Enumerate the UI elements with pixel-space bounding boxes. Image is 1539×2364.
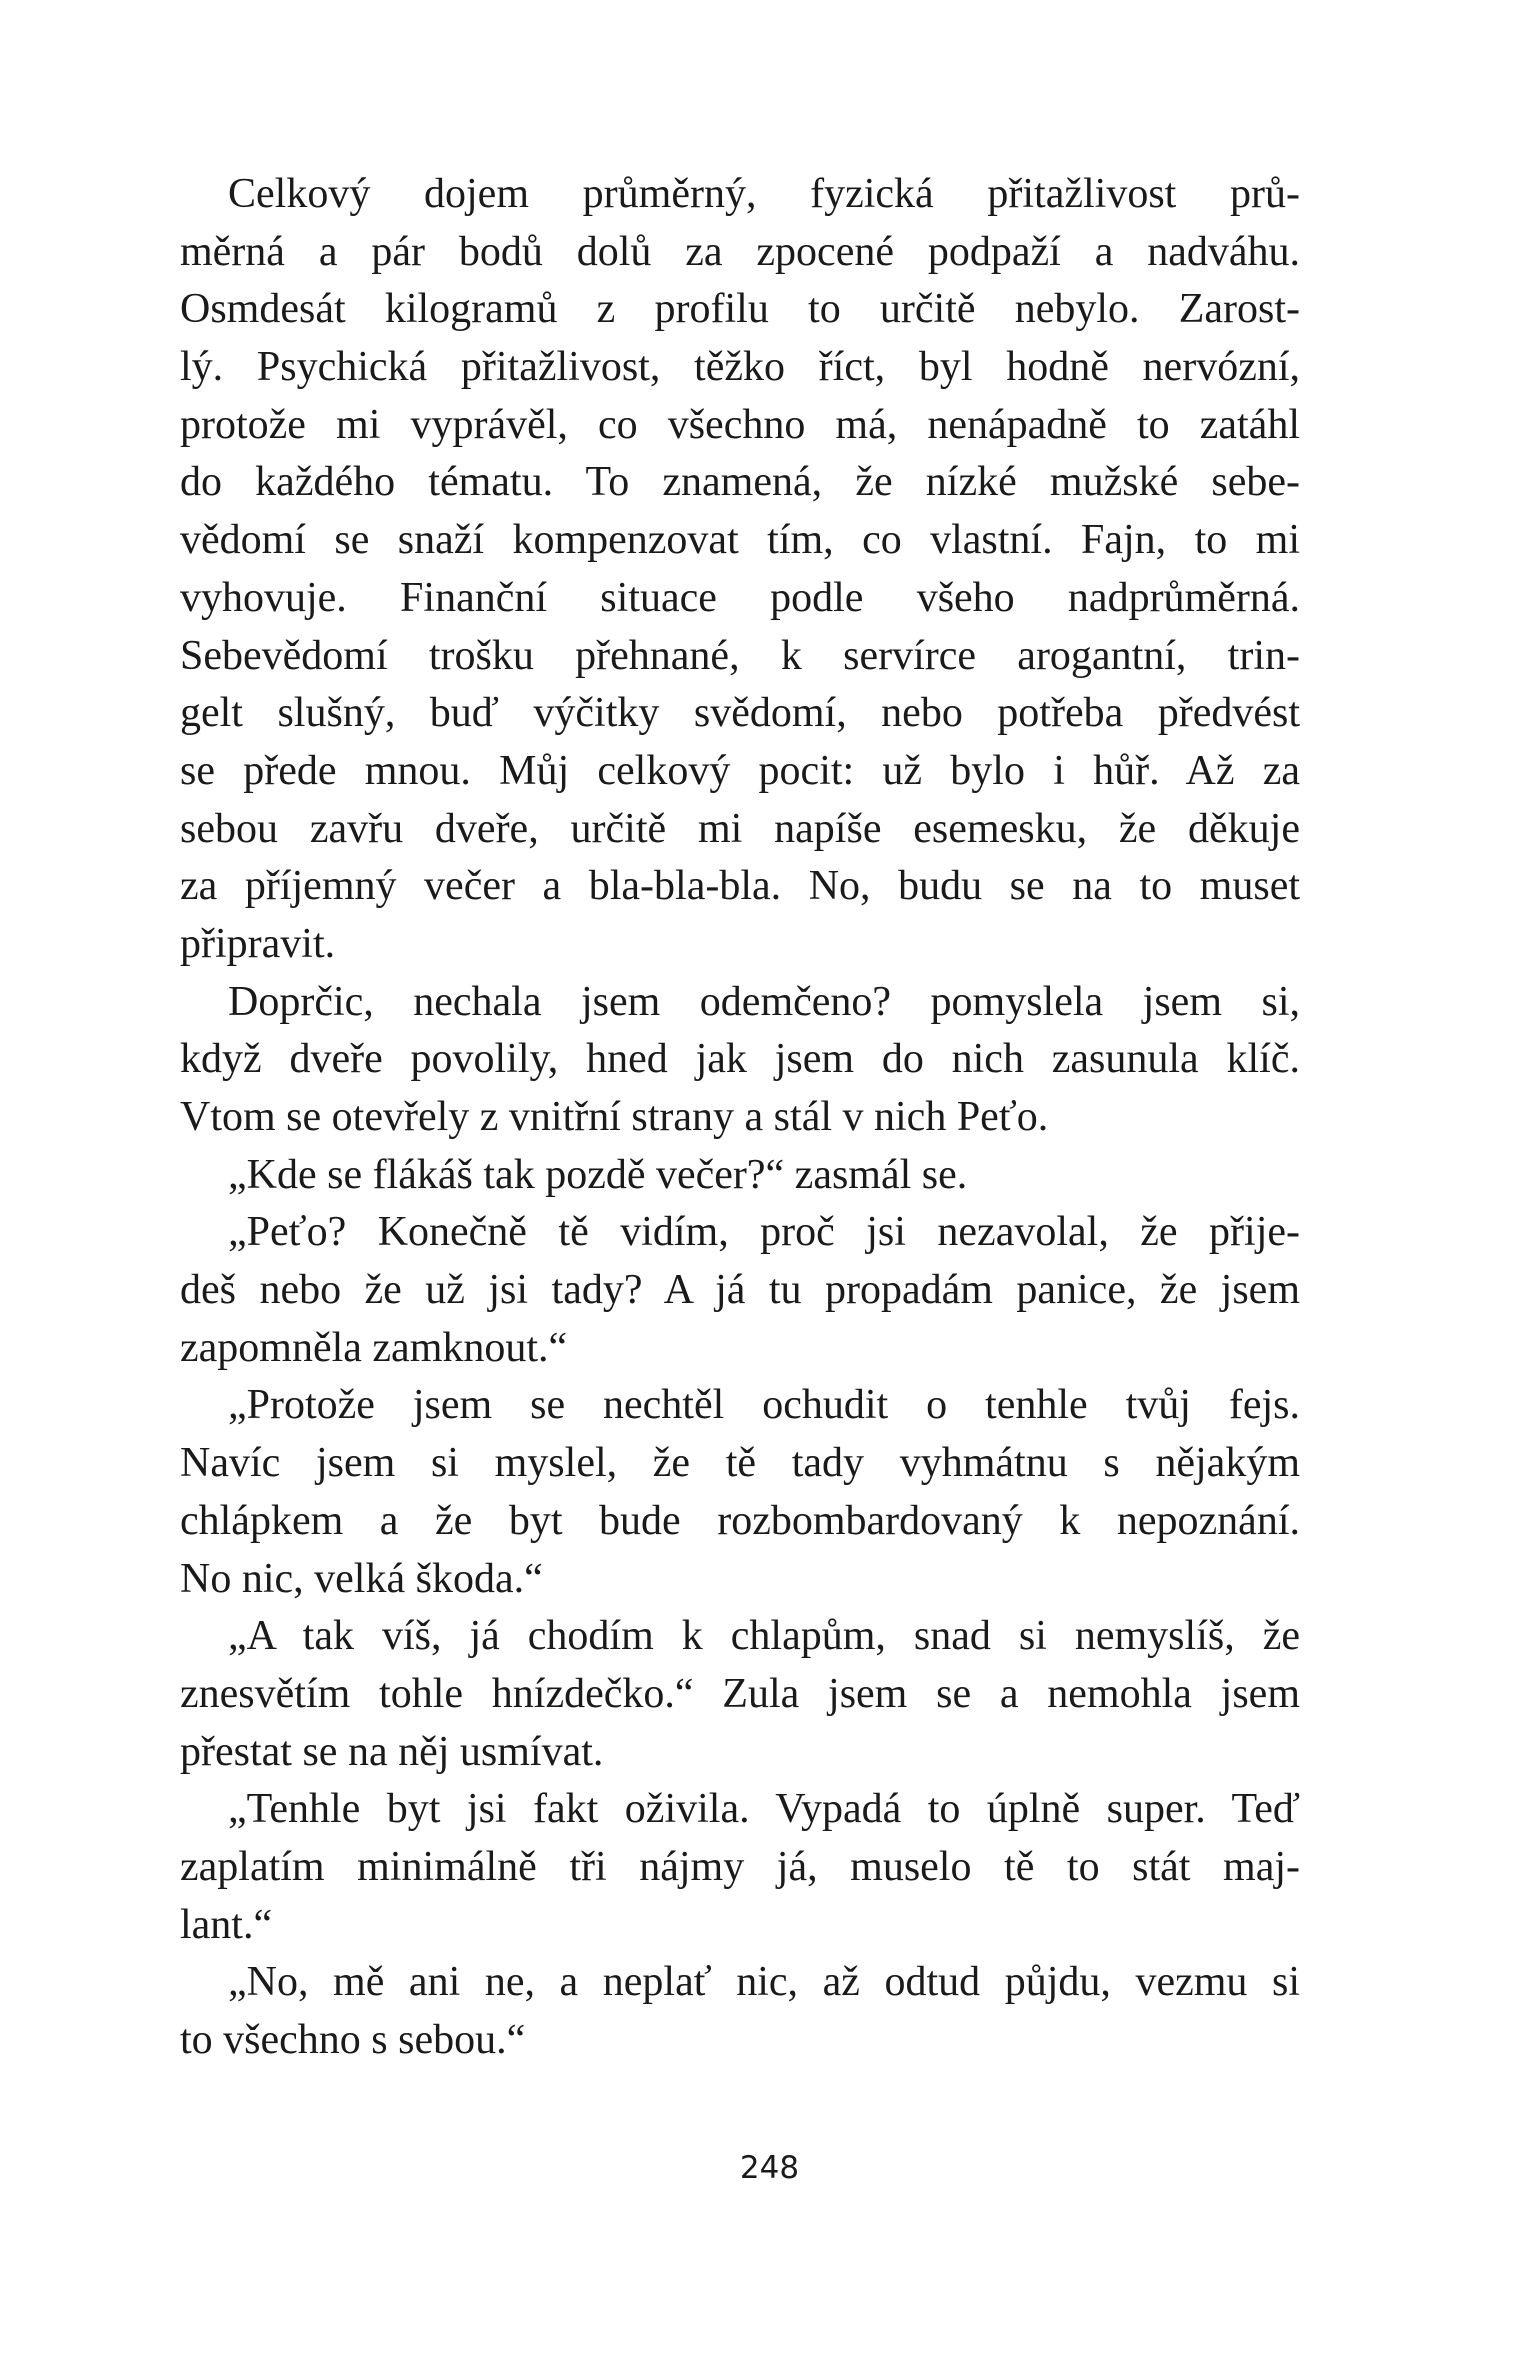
text-line: protože mi vyprávěl, co všechno má, nenápadně to zatáhl xyxy=(180,401,1300,448)
text-line: znesvětím tohle hnízdečko.“ Zula jsem se a nemohla jsem xyxy=(180,1670,1300,1717)
text-line: sebou zavřu dveře, určitě mi napíše esemesku, že děkuje xyxy=(180,805,1300,852)
paragraph xyxy=(180,1954,1300,2069)
text-line: za příjemný večer a bla-bla-bla. No, budu se na to muset xyxy=(180,863,1300,910)
text-line: chlápkem a že byt bude rozbombardovaný k nepoznání. xyxy=(180,1497,1300,1544)
text-line: připravit. xyxy=(180,920,336,967)
text-line: lý. Psychická přitažlivost, těžko říct, byl hodně nervózní, xyxy=(180,344,1300,391)
body-text xyxy=(180,166,1300,2070)
paragraph xyxy=(180,1147,1300,1205)
text-line: No nic, velká škoda.“ xyxy=(180,1555,543,1602)
text-line: Navíc jsem si myslel, že tě tady vyhmátnu s nějakým xyxy=(180,1440,1300,1487)
text-line: to všechno s sebou.“ xyxy=(180,2017,526,2063)
paragraph xyxy=(180,974,1300,1147)
paragraph xyxy=(180,1204,1300,1377)
text-line: „No, mě ani ne, a neplať nic, až odtud půjdu, vezmu si xyxy=(228,1959,1300,2006)
text-line: Celkový dojem průměrný, fyzická přitažlivost prů- xyxy=(228,171,1300,217)
text-line: „A tak víš, já chodím k chlapům, snad si nemyslíš, že xyxy=(228,1613,1300,1660)
text-line: se přede mnou. Můj celkový pocit: už bylo i hůř. Až za xyxy=(180,747,1300,794)
text-line: lant.“ xyxy=(180,1901,273,1948)
text-line: Sebevědomí trošku přehnané, k servírce arogantní, trin- xyxy=(180,632,1300,679)
paragraph xyxy=(180,1781,1300,1954)
text-line: gelt slušný, buď výčitky svědomí, nebo potřeba předvést xyxy=(180,690,1300,737)
text-line: „Kde se flákáš tak pozdě večer?“ zasmál se. xyxy=(228,1151,968,1198)
page-number: 248 xyxy=(739,2150,800,2186)
text-line: měrná a pár bodů dolů za zpocené podpaží a nadváhu. xyxy=(180,228,1300,275)
text-line: vědomí se snaží kompenzovat tím, co vlastní. Fajn, to mi xyxy=(180,517,1300,564)
paragraph xyxy=(180,1377,1300,1608)
text-line: do každého tématu. To znamená, že nízké mužské sebe- xyxy=(180,459,1300,506)
text-line: Doprčic, nechala jsem odemčeno? pomyslela jsem si, xyxy=(228,978,1300,1025)
text-line: Osmdesát kilogramů z profilu to určitě nebylo. Zarost- xyxy=(180,286,1300,333)
paragraph xyxy=(180,1608,1300,1781)
text-line: „Tenhle byt jsi fakt oživila. Vypadá to úplně super. Teď xyxy=(228,1786,1300,1833)
text-line: deš nebo že už jsi tady? A já tu propadám panice, že jsem xyxy=(180,1267,1300,1314)
text-line: zapomněla zamknout.“ xyxy=(180,1324,568,1371)
text-line: když dveře povolily, hned jak jsem do nich zasunula klíč. xyxy=(180,1036,1300,1083)
text-line: Vtom se otevřely z vnitřní strany a stál v nich Peťo. xyxy=(180,1094,1049,1140)
paragraph xyxy=(180,166,1300,974)
text-line: „Protože jsem se nechtěl ochudit o tenhle tvůj fejs. xyxy=(228,1382,1300,1429)
text-line: zaplatím minimálně tři nájmy já, muselo tě to stát maj- xyxy=(180,1843,1300,1890)
text-line: „Peťo? Konečně tě vidím, proč jsi nezavolal, že přije- xyxy=(228,1209,1300,1256)
text-line: přestat se na něj usmívat. xyxy=(180,1728,604,1775)
text-line: vyhovuje. Finanční situace podle všeho nadprůměrná. xyxy=(180,574,1300,621)
